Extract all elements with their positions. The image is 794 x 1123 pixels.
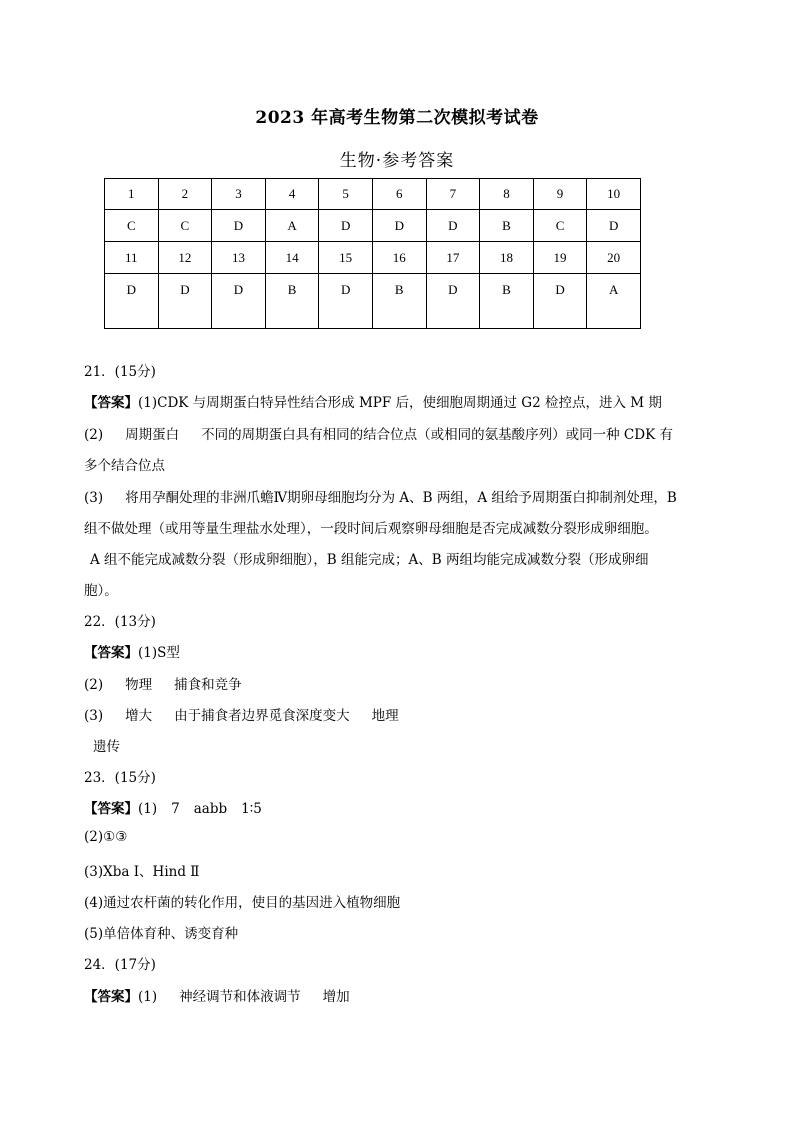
q22-line-2 (84, 673, 242, 693)
answer-key-subtitle: 生物·参考答案 (339, 151, 455, 171)
table-row (105, 210, 641, 242)
q23-line-1-c: 1∶5 (241, 801, 262, 817)
answer-tag: 【答案】 (84, 801, 138, 817)
table-cell: 2 (158, 179, 212, 210)
q21-line-2 (84, 423, 673, 443)
table-cell: D (372, 210, 426, 242)
table-cell: D (533, 274, 587, 329)
q21-line-1 (84, 391, 662, 411)
table-cell: D (587, 210, 641, 242)
table-cell: 14 (265, 242, 319, 274)
table-cell: 5 (319, 179, 373, 210)
q23-line-2: (2)①③ (84, 829, 128, 845)
q24-heading: 24．(17分) (84, 957, 156, 973)
q23-line-3: (3)Xba Ⅰ、Hind Ⅱ (84, 864, 200, 880)
q23-line-4: (4)通过农杆菌的转化作用，使目的基因进入植物细胞 (84, 895, 401, 911)
q23-line-1-a: 7 (171, 801, 180, 817)
table-cell: D (426, 274, 480, 329)
table-cell: A (265, 210, 319, 242)
table-cell: B (480, 210, 534, 242)
table-cell: D (105, 274, 159, 329)
q21-line-1-text: (1)CDK 与周期蛋白特异性结合形成 MPF 后，使细胞周期通过 G2 检控点，进入 M 期 (138, 395, 662, 411)
table-cell: A (587, 274, 641, 329)
item-number: (2) (84, 677, 104, 693)
q21-line-4-text: 将用孕酮处理的非洲爪蟾Ⅳ期卵母细胞均分为 A、B 两组，A 组给予周期蛋白抑制剂处理，B (125, 490, 677, 506)
q22-line-1-text: (1)S型 (138, 645, 180, 661)
table-cell: 20 (587, 242, 641, 274)
table-cell: 7 (426, 179, 480, 210)
q21-line-7: 胞）。 (84, 583, 118, 599)
table-cell: 11 (105, 242, 159, 274)
item-number: (2) (84, 427, 104, 443)
table-cell: 10 (587, 179, 641, 210)
q23-line-5: (5)单倍体育种、诱变育种 (84, 926, 239, 942)
table-cell: 19 (533, 242, 587, 274)
table-cell: C (533, 210, 587, 242)
answer-tag: 【答案】 (84, 989, 138, 1005)
item-number: (1) (138, 989, 158, 1005)
table-row (105, 179, 641, 210)
table-cell: 9 (533, 179, 587, 210)
q22-line-4: 遗传 (93, 739, 120, 755)
table-cell: D (212, 210, 266, 242)
table-row (105, 242, 641, 274)
table-cell: 4 (265, 179, 319, 210)
q21-line-2-b: 不同的周期蛋白具有相同的结合位点（或相同的氨基酸序列）或同一种 CDK 有 (201, 427, 673, 443)
q21-line-5: 组不做处理（或用等量生理盐水处理），一段时间后观察卵母细胞是否完成减数分裂形成卵细胞。 (84, 521, 658, 537)
q22-line-3-a: 增大 (125, 708, 153, 724)
q22-heading: 22．(13分) (84, 614, 156, 630)
q23-heading: 23．(15分) (84, 770, 156, 786)
q22-line-3-b: 由于捕食者边界觅食深度变大 (174, 708, 350, 724)
table-cell: 12 (158, 242, 212, 274)
answer-tag: 【答案】 (84, 395, 138, 411)
table-cell: D (158, 274, 212, 329)
table-cell: 17 (426, 242, 480, 274)
q23-line-1-b: aabb (193, 801, 228, 817)
table-row (105, 274, 641, 329)
table-cell: 15 (319, 242, 373, 274)
table-cell: 1 (105, 179, 159, 210)
table-cell: C (158, 210, 212, 242)
q21-line-6: A 组不能完成减数分裂（形成卵细胞），B 组能完成；A、B 两组均能完成减数分裂（形成卵细 (90, 552, 649, 568)
q24-line-1-b: 增加 (322, 989, 350, 1005)
q21-line-3: 多个结合位点 (84, 458, 165, 474)
table-cell: 8 (480, 179, 534, 210)
item-number: (3) (84, 708, 104, 724)
table-cell: B (372, 274, 426, 329)
table-cell: 18 (480, 242, 534, 274)
table-cell: D (319, 210, 373, 242)
q21-heading: 21．(15分) (84, 364, 156, 380)
q22-line-1 (84, 641, 180, 661)
table-cell: 16 (372, 242, 426, 274)
table-cell: 3 (212, 179, 266, 210)
q21-line-2-a: 周期蛋白 (125, 427, 180, 443)
table-cell: B (265, 274, 319, 329)
item-number: (1) (138, 801, 158, 817)
exam-title: 2023 年高考生物第二次模拟考试卷 (255, 108, 539, 128)
table-cell: 6 (372, 179, 426, 210)
table-cell: D (319, 274, 373, 329)
q21-line-4 (84, 486, 677, 506)
answer-table (104, 178, 641, 329)
q22-line-3 (84, 704, 399, 724)
q22-line-3-c: 地理 (371, 708, 399, 724)
table-cell: D (212, 274, 266, 329)
table-cell: B (480, 274, 534, 329)
q23-line-1 (84, 797, 262, 817)
q24-line-1-a: 神经调节和体液调节 (179, 989, 301, 1005)
q22-line-2-a: 物理 (125, 677, 153, 693)
table-cell: 13 (212, 242, 266, 274)
item-number: (3) (84, 490, 104, 506)
answer-tag: 【答案】 (84, 645, 138, 661)
table-cell: D (426, 210, 480, 242)
q22-line-2-b: 捕食和竞争 (174, 677, 242, 693)
table-cell: C (105, 210, 159, 242)
q24-line-1 (84, 985, 350, 1005)
